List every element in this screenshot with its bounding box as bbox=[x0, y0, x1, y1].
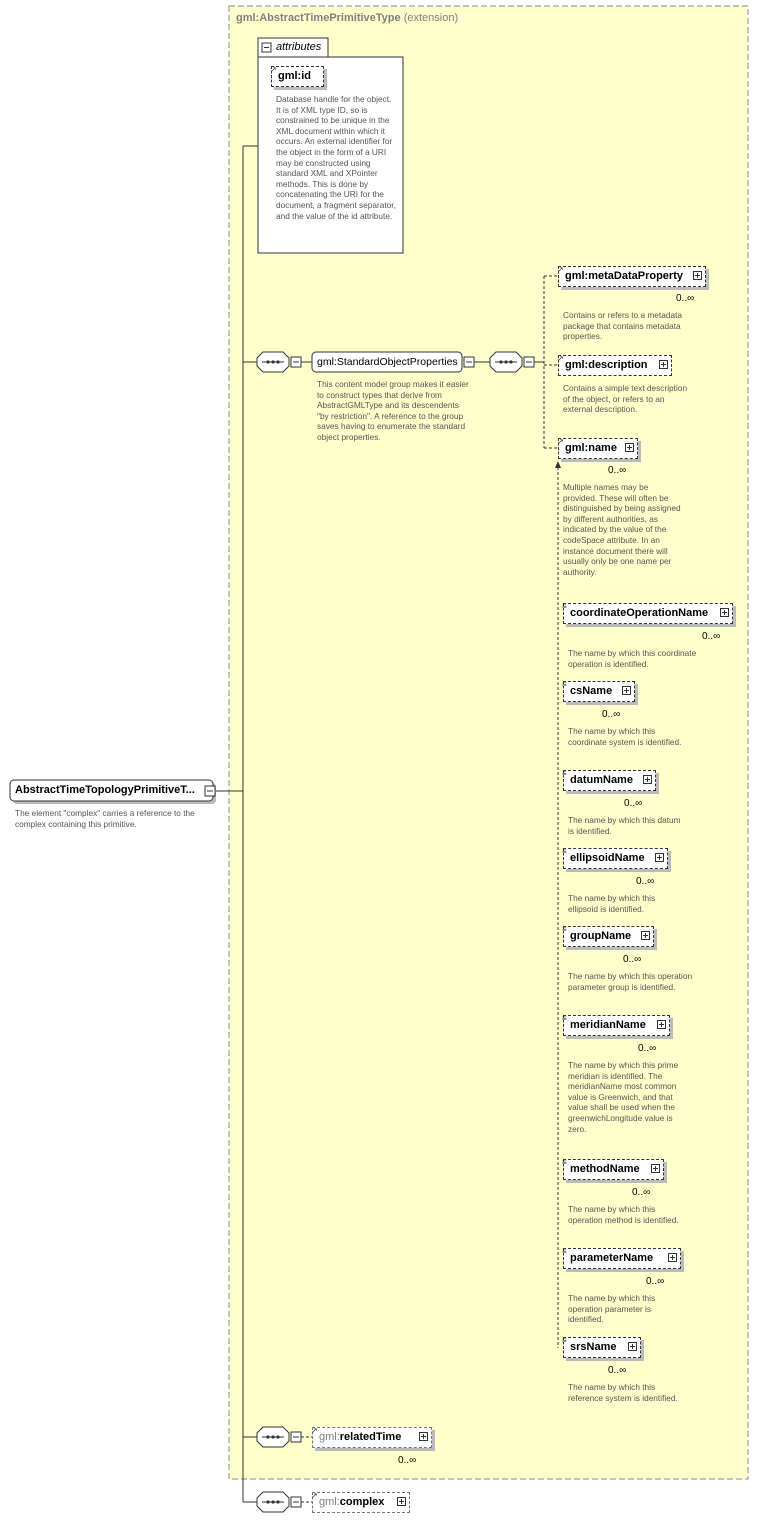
element-datumname-doc: The name by which this datum is identified. bbox=[568, 815, 681, 836]
substitution-icon: ≡ bbox=[562, 769, 567, 778]
sequence-compositor-1[interactable] bbox=[257, 352, 289, 372]
group-doc: This content model group makes it easier to construct types that derive from AbstractGMLType and its descendents "by restriction". A reference to the group saves having to enumerate the standard object properties. bbox=[317, 379, 469, 442]
element-relatedtime-occurrence: 0..∞ bbox=[398, 1455, 417, 1466]
expand-icon[interactable] bbox=[641, 931, 650, 940]
element-groupname-doc: The name by which this operation parameter group is identified. bbox=[568, 971, 693, 992]
element-methodname[interactable]: ≡ methodName bbox=[563, 1159, 664, 1180]
reference-arrow-icon: ↗ bbox=[557, 437, 564, 446]
extension-type-label bbox=[236, 12, 458, 24]
attribute-gml-id[interactable]: ↗ gml:id bbox=[271, 66, 324, 87]
element-ellipsoidname-occurrence: 0..∞ bbox=[636, 876, 655, 887]
element-ellipsoidname[interactable]: ≡ ellipsoidName bbox=[563, 848, 668, 869]
expand-icon[interactable] bbox=[657, 1020, 666, 1029]
substitution-icon: ≡ bbox=[562, 680, 567, 689]
element-coordinateoperationname-doc: The name by which this coordinate operation is identified. bbox=[568, 648, 697, 669]
reference-arrow-icon: ↗ bbox=[311, 1491, 318, 1500]
element-csname-doc: The name by which this coordinate system is identified. bbox=[568, 726, 682, 747]
element-srsname[interactable]: ≡ srsName bbox=[563, 1337, 641, 1358]
element-description-doc: Contains a simple text description of the object, or refers to an external description. bbox=[563, 383, 688, 415]
element-metadataproperty[interactable]: ↗ gml:metaDataProperty bbox=[558, 266, 706, 287]
element-parametername[interactable]: ≡ parameterName bbox=[563, 1248, 681, 1269]
element-groupname[interactable]: ≡ groupName bbox=[563, 926, 654, 947]
element-meridianname-doc: The name by which this prime meridian is identified. The meridianName most common value is Greenwich, and that value shall be used when the greenwichLongitude value is zero. bbox=[568, 1060, 679, 1134]
element-methodname-occurrence: 0..∞ bbox=[632, 1187, 651, 1198]
element-meridianname-occurrence: 0..∞ bbox=[638, 1043, 657, 1054]
expand-icon[interactable] bbox=[693, 271, 702, 280]
substitution-icon: ≡ bbox=[562, 1014, 567, 1023]
element-ellipsoidname-doc: The name by which this ellipsoid is identified. bbox=[568, 893, 656, 914]
substitution-icon: ≡ bbox=[562, 602, 567, 611]
expand-icon[interactable] bbox=[668, 1253, 677, 1262]
element-complex[interactable]: ↗ gml:complex bbox=[312, 1492, 410, 1513]
expand-icon[interactable] bbox=[622, 686, 631, 695]
expand-icon[interactable] bbox=[643, 775, 652, 784]
expand-icon[interactable] bbox=[659, 360, 668, 369]
element-datumname[interactable]: ≡ datumName bbox=[563, 770, 656, 791]
element-meridianname[interactable]: ≡ meridianName bbox=[563, 1015, 670, 1036]
substitution-icon: ≡ bbox=[562, 925, 567, 934]
attributes-title: attributes bbox=[276, 41, 322, 53]
reference-arrow-icon: ↗ bbox=[270, 65, 277, 74]
attribute-gml-id-doc: Database handle for the object. It is of XML type ID, so is constrained to be unique in the XML document within which it occurs. An external identifier for the object in the form of a URI may be constructed using standard XML and XPointer methods. This is done by concatenating the URI for the document, a fragment separator, and the value of the id attribute. bbox=[276, 94, 396, 221]
substitution-icon: ≡ bbox=[562, 847, 567, 856]
extension-type-name[interactable]: gml:AbstractTimePrimitiveType bbox=[236, 12, 401, 24]
substitution-icon: ≡ bbox=[562, 1336, 567, 1345]
root-element-name[interactable]: AbstractTimeTopologyPrimitiveT... bbox=[15, 784, 195, 796]
sequence-compositor-group[interactable] bbox=[490, 352, 522, 372]
expand-icon[interactable] bbox=[419, 1432, 428, 1441]
element-coordinateoperationname-occurrence: 0..∞ bbox=[702, 631, 721, 642]
reference-arrow-icon: ↗ bbox=[557, 354, 564, 363]
expand-icon[interactable] bbox=[655, 853, 664, 862]
element-metadataproperty-occurrence: 0..∞ bbox=[676, 293, 695, 304]
element-parametername-doc: The name by which this operation parameter is identified. bbox=[568, 1293, 656, 1325]
extension-kind: (extension) bbox=[403, 12, 459, 24]
reference-arrow-icon: ↗ bbox=[557, 265, 564, 274]
element-metadataproperty-doc: Contains or refers to a metadata package that contains metadata properties. bbox=[563, 310, 682, 342]
element-datumname-occurrence: 0..∞ bbox=[624, 798, 643, 809]
expand-icon[interactable] bbox=[720, 608, 729, 617]
sequence-compositor-2[interactable] bbox=[257, 1427, 289, 1447]
element-name-doc: Multiple names may be provided. These will often be distinguished by being assigned by different authorities, as indicated by the value of the codeSpace attribute. In an instance document there will usually only be one name per authority. bbox=[563, 482, 681, 577]
element-groupname-occurrence: 0..∞ bbox=[623, 954, 642, 965]
sequence-compositor-3[interactable] bbox=[257, 1492, 289, 1512]
element-srsname-doc: The name by which this reference system is identified. bbox=[568, 1382, 678, 1403]
substitution-icon: ≡ bbox=[562, 1247, 567, 1256]
element-coordinateoperationname[interactable]: ≡ coordinateOperationName bbox=[563, 603, 733, 624]
element-description[interactable]: ↗ gml:description bbox=[558, 355, 672, 376]
element-csname[interactable]: ≡ csName bbox=[563, 681, 635, 702]
reference-arrow-icon: ↗ bbox=[311, 1426, 318, 1435]
expand-icon[interactable] bbox=[625, 443, 634, 452]
element-name-occurrence: 0..∞ bbox=[608, 465, 627, 476]
expand-icon[interactable] bbox=[651, 1164, 660, 1173]
group-name: gml:StandardObjectProperties bbox=[317, 356, 458, 368]
element-relatedtime[interactable]: ↗ gml:relatedTime bbox=[312, 1427, 432, 1448]
element-name[interactable]: ↗ gml:name bbox=[558, 438, 638, 459]
root-element-doc: The element "complex" carries a reference to the complex containing this primitive. bbox=[15, 808, 195, 829]
element-methodname-doc: The name by which this operation method is identified. bbox=[568, 1204, 679, 1225]
expand-icon[interactable] bbox=[397, 1497, 406, 1506]
expand-icon[interactable] bbox=[628, 1342, 637, 1351]
substitution-icon: ≡ bbox=[562, 1158, 567, 1167]
element-csname-occurrence: 0..∞ bbox=[602, 709, 621, 720]
element-parametername-occurrence: 0..∞ bbox=[646, 1276, 665, 1287]
element-srsname-occurrence: 0..∞ bbox=[608, 1365, 627, 1376]
